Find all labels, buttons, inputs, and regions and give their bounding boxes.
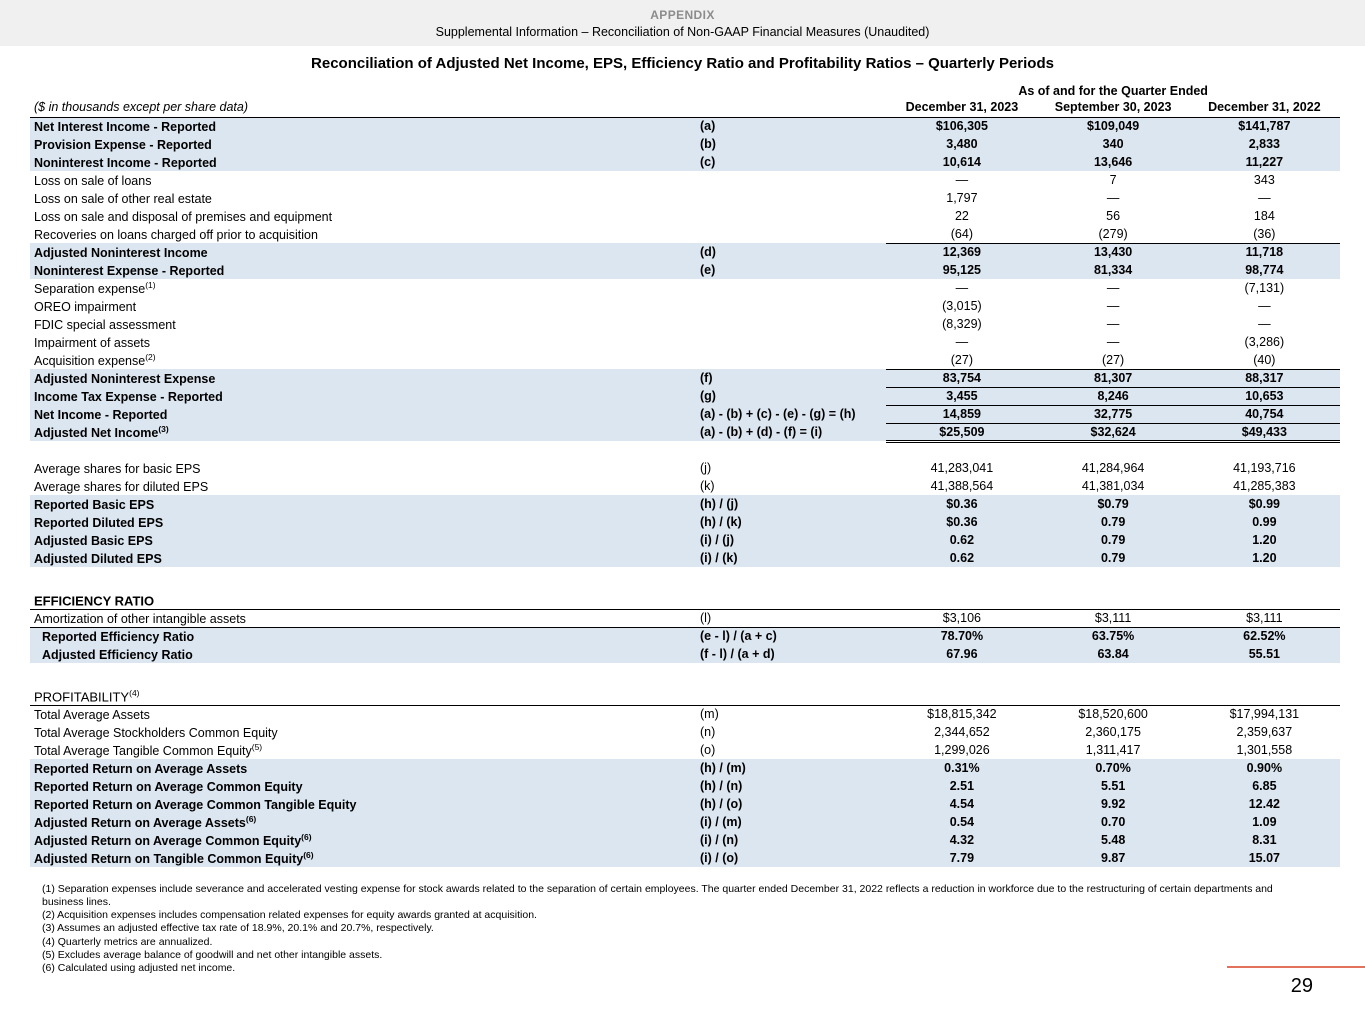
row-value: — [955,281,969,295]
row-value: 40,754 [1189,405,1340,423]
row-code: (h) / (k) [700,515,742,529]
row-value: 41,193,716 [1233,461,1296,475]
row-label: Recoveries on loans charged off prior to acquisition [34,228,318,243]
row-label: Reported Return on Average Assets [34,762,248,777]
row-value [1038,585,1189,609]
row-value: (64) [886,225,1037,243]
row-label: Loss on sale of other real estate [34,192,212,207]
table-row [30,549,1340,567]
row-code: (i) / (j) [700,533,735,547]
financial-table [30,80,1340,867]
row-code [696,171,886,189]
row-code: (a) [700,119,716,134]
table-row [30,759,1340,777]
table-row [30,813,1340,831]
table-row [30,627,1340,645]
row-label: Adjusted Noninterest Income [34,246,208,261]
row-value: 10,653 [1189,387,1340,405]
row-value: 32,775 [1038,405,1189,423]
row-value: 81,334 [1093,263,1133,277]
row-value: 56 [1106,209,1121,223]
row-value: (27) [1038,351,1189,369]
row-footnote-ref: (3) [158,423,169,434]
row-label: Adjusted Basic EPS [34,534,153,549]
row-code: (e - l) / (a + c) [700,629,777,644]
row-value: $109,049 [1087,119,1140,134]
row-code: (a) - (b) + (c) - (e) - (g) = (h) [700,407,856,421]
row-label: Separation expense [34,282,146,297]
table-row [30,261,1340,279]
row-value: 67.96 [946,647,978,661]
row-label: Noninterest Expense - Reported [34,264,225,279]
table-row [30,567,1340,585]
footnote: (1) Separation expenses include severance and accelerated vesting expense for stock awards related to the separation of certain employees. The quarter ended December 31, 2022 reflects a reduction in workforce due to the restructuring of certain departments and business lines. [42,883,1273,909]
table-row [30,315,1340,333]
row-value: (40) [1189,351,1340,369]
row-value: — [1106,299,1120,313]
row-code [696,315,886,333]
row-code: (j) [700,461,712,475]
row-label: EFFICIENCY RATIO [34,593,155,609]
row-code [696,297,886,315]
row-value: $0.99 [1248,497,1280,511]
row-value: 2,360,175 [1085,725,1141,739]
table-group-header-row [30,80,1340,98]
row-value [1189,663,1340,681]
table-row [30,645,1340,663]
header-subtitle: Supplemental Information – Reconciliation of Non-GAAP Financial Measures (Unaudited) [435,25,930,39]
row-value: 2.51 [949,779,975,793]
row-code: (i) / (k) [700,551,738,565]
row-label: Reported Efficiency Ratio [42,630,195,645]
row-code: (h) / (o) [700,797,743,811]
row-value: 1,301,558 [1236,743,1293,757]
row-value: 2,833 [1248,137,1280,151]
row-value: — [955,173,969,187]
row-value [1038,567,1189,585]
row-value: $141,787 [1238,119,1291,134]
table-row [30,189,1340,207]
row-label: Reported Return on Average Common Equity [34,780,303,795]
row-value: $106,305 [935,119,988,134]
row-value: (3,286) [1244,335,1285,349]
row-code: (h) / (n) [700,779,743,793]
row-value: 1,299,026 [934,743,990,757]
row-value [1189,567,1340,585]
row-value: 6.85 [1252,779,1277,793]
row-value: (27) [886,351,1037,369]
row-code: (a) - (b) + (d) - (f) = (i) [700,425,823,439]
row-footnote-ref: (1) [145,279,156,290]
row-label: PROFITABILITY [34,689,130,705]
row-value: 5.48 [1100,833,1126,847]
row-value: 13,430 [1093,245,1133,260]
row-value: 12,369 [942,245,981,260]
row-value: 0.90% [1246,761,1283,775]
footnote: (6) Calculated using adjusted net income. [42,961,236,974]
row-value: 41,283,041 [930,461,994,475]
row-code [696,351,886,369]
row-value: $0.79 [1097,497,1129,511]
row-label: Adjusted Noninterest Expense [34,372,216,387]
row-footnote-ref: (2) [145,351,156,362]
row-value: 7.79 [949,851,975,865]
row-value: 2,359,637 [1236,725,1293,739]
row-value: 83,754 [886,369,1037,387]
table-row [30,723,1340,741]
row-label: Reported Return on Average Common Tangible Equity [34,798,357,813]
row-code: (d) [700,245,716,259]
table-row [30,609,1340,627]
row-value: 81,307 [1038,369,1189,387]
table-row [30,459,1340,477]
row-footnote-ref: (6) [301,831,312,842]
footnote: (4) Quarterly metrics are annualized. [42,935,213,948]
page-number: 29 [1290,975,1313,997]
row-value: 2,344,652 [934,725,990,739]
table-row [30,495,1340,513]
row-footnote-ref: (6) [245,813,257,824]
table-row [30,663,1340,681]
row-value: $18,520,600 [1078,707,1148,722]
row-footnote-ref: (4) [129,688,140,699]
row-code: (i) / (o) [700,851,739,865]
table-row [30,741,1340,759]
row-label: Total Average Stockholders Common Equity [34,726,278,741]
appendix-label: APPENDIX [650,8,715,22]
row-value: $3,111 [1038,609,1189,627]
row-value [886,681,1037,705]
table-row [30,405,1340,423]
row-value: $49,433 [1189,423,1340,441]
row-value: — [955,335,969,349]
row-label: Adjusted Diluted EPS [34,552,162,567]
row-value: 41,285,383 [1233,479,1296,493]
table-row [30,333,1340,351]
row-value: 4.32 [949,833,975,847]
row-value: 0.70% [1095,761,1131,775]
row-code [696,189,886,207]
row-label: Adjusted Efficiency Ratio [42,648,193,663]
footnote: (5) Excludes average balance of goodwill and net other intangible assets. [42,948,383,961]
row-value: 0.62 [949,533,975,547]
row-value: 0.62 [949,551,975,565]
row-value: 41,284,964 [1081,461,1145,475]
row-value: 0.79 [1100,515,1126,529]
row-value [886,585,1037,609]
row-code: (b) [700,137,716,151]
row-value: (36) [1189,225,1340,243]
table-column-header-row [30,98,1340,117]
row-footnote-ref: (5) [251,741,263,752]
table-row [30,831,1340,849]
row-code: (h) / (j) [700,497,739,511]
table-body [30,117,1340,867]
row-value: 12.42 [1248,797,1280,811]
row-code [696,663,886,681]
header-band [0,0,1365,46]
row-code: (c) [700,155,716,169]
row-value: 0.99 [1252,515,1277,529]
row-value: $17,994,131 [1229,707,1300,722]
row-code: (f) [700,371,713,385]
row-code: (i) / (n) [700,833,739,847]
row-code: (o) [700,743,716,757]
row-value: 41,381,034 [1081,479,1145,493]
row-label: Acquisition expense [34,354,146,369]
row-value: 8,246 [1038,387,1189,405]
row-code [696,585,886,609]
row-value: 343 [1253,173,1275,187]
row-value: $3,106 [886,609,1037,627]
row-label: Average shares for basic EPS [34,462,201,477]
row-value [886,441,1037,459]
table-row [30,705,1340,723]
row-value: 8.31 [1252,833,1277,847]
table-row [30,243,1340,261]
row-value: (279) [1038,225,1189,243]
row-label: Adjusted Net Income [34,426,159,441]
table-row [30,531,1340,549]
row-code: (f - l) / (a + d) [700,647,775,661]
row-value: — [1258,191,1271,205]
row-value: $0.36 [946,515,978,529]
row-label: Income Tax Expense - Reported [34,390,223,405]
column-header-sep-30-2023: September 30, 2023 [1038,98,1189,117]
row-value: (7,131) [1244,281,1285,295]
table-row [30,387,1340,405]
row-value: $32,624 [1038,423,1189,441]
row-label: Loss on sale of loans [34,174,152,189]
row-label: Reported Diluted EPS [34,516,164,531]
row-code: (i) / (m) [700,815,742,829]
row-footnote-ref: (6) [303,849,314,860]
row-value: 15.07 [1248,851,1280,865]
row-value: 41,388,564 [930,479,994,493]
row-label: Adjusted Return on Average Assets [34,816,246,831]
row-code: (h) / (m) [700,761,746,775]
row-value: $25,509 [886,423,1037,441]
row-value: 1,311,417 [1085,743,1141,757]
row-value [1038,441,1189,459]
row-value: 0.31% [944,761,980,775]
table-row [30,297,1340,315]
row-value: 1,797 [946,191,978,205]
row-label: Loss on sale and disposal of premises and equipment [34,210,333,225]
footnote: (3) Assumes an adjusted effective tax rate of 18.9%, 20.1% and 20.7%, respectively. [42,922,434,935]
row-value: 3,480 [946,137,978,151]
row-code [696,333,886,351]
row-label: FDIC special assessment [34,318,176,333]
table-row [30,369,1340,387]
row-label: Total Average Assets [34,708,150,723]
row-value: 95,125 [942,263,981,277]
table-row [30,351,1340,369]
row-value: 1.20 [1252,551,1277,565]
row-value: 7 [1109,173,1117,187]
row-value: 88,317 [1189,369,1340,387]
row-value [1038,681,1189,705]
row-value: 3,455 [886,387,1037,405]
row-value: 0.54 [949,815,975,829]
row-label: Provision Expense - Reported [34,138,212,153]
row-value: 11,227 [1245,155,1284,169]
row-value: 13,646 [1093,155,1133,169]
row-value: 63.84 [1097,647,1129,661]
row-value [1189,681,1340,705]
row-value: (3,015) [942,299,982,313]
page-number-rule [1227,966,1365,968]
row-value [1189,585,1340,609]
row-value: 0.70 [1100,815,1126,829]
row-label: Average shares for diluted EPS [34,480,209,495]
row-value: 5.51 [1100,779,1126,793]
row-value: — [1106,191,1120,205]
row-label: Net Income - Reported [34,408,168,423]
table-row [30,777,1340,795]
row-code: (g) [700,389,716,403]
row-value [1038,663,1189,681]
table-row [30,135,1340,153]
table-row [30,225,1340,243]
row-value: 1.09 [1252,815,1277,829]
page-title: Reconciliation of Adjusted Net Income, EPS, Efficiency Ratio and Profitability Ratios – Quarterly Periods [311,55,1054,72]
row-code: (m) [700,707,719,722]
footnotes [42,883,1292,975]
row-label: Noninterest Income - Reported [34,156,217,171]
row-code: (e) [700,263,716,277]
row-code [696,681,886,705]
row-value: 62.52% [1243,629,1286,644]
table-row [30,681,1340,705]
row-value: — [1258,317,1271,331]
row-value: $3,111 [1189,609,1340,627]
column-header-dec-31-2023: December 31, 2023 [886,98,1037,117]
row-value: 22 [954,209,969,223]
table-row [30,585,1340,609]
row-label: Adjusted Return on Tangible Common Equity [34,852,304,867]
table-row [30,153,1340,171]
row-value: $0.36 [946,497,978,511]
row-code [696,567,886,585]
row-value: $18,815,342 [927,707,997,722]
row-value: 340 [1102,137,1124,151]
row-value: 14,859 [886,405,1037,423]
row-label: Net Interest Income - Reported [34,120,216,135]
row-value [886,567,1037,585]
table-row [30,207,1340,225]
row-label: Impairment of assets [34,336,151,351]
units-caption: ($ in thousands except per share data) [30,98,886,117]
row-value: — [1106,335,1120,349]
row-value: 0.79 [1100,551,1126,565]
row-value: 0.79 [1100,533,1126,547]
row-value: 1.20 [1252,533,1277,547]
row-label: Amortization of other intangible assets [34,612,246,627]
row-value: 4.54 [949,797,975,811]
row-value: (8,329) [942,317,982,331]
row-label: OREO impairment [34,300,137,315]
row-label: Adjusted Return on Average Common Equity [34,834,302,849]
row-label: Reported Basic EPS [34,498,155,513]
table-row [30,795,1340,813]
row-value: 11,718 [1245,245,1284,260]
table-row [30,513,1340,531]
column-header-dec-31-2022: December 31, 2022 [1189,98,1340,117]
row-value: — [1106,317,1120,331]
table-row [30,279,1340,297]
row-code [696,207,886,225]
row-value: 10,614 [942,155,981,169]
table-row [30,477,1340,495]
table-row [30,441,1340,459]
row-value [1189,441,1340,459]
row-code: (l) [696,609,886,627]
row-value: 98,774 [1245,263,1284,277]
row-value: — [1258,299,1271,313]
row-value: — [1106,281,1120,295]
row-value: 55.51 [1248,647,1280,661]
row-code: (k) [700,479,715,493]
row-value: 9.92 [1100,797,1126,811]
footnote: (2) Acquisition expenses includes compensation related expenses for equity awards granted at acquisition. [42,909,537,922]
row-label: Total Average Tangible Common Equity [34,744,252,759]
table-row [30,849,1340,867]
row-value: 78.70% [940,629,984,644]
row-value: 9.87 [1100,851,1126,865]
row-code [696,441,886,459]
row-code: (n) [700,725,716,739]
row-value: 63.75% [1091,629,1135,644]
table-row [30,117,1340,135]
table-row [30,423,1340,441]
table-row [30,171,1340,189]
row-value [886,663,1037,681]
row-code [696,225,886,243]
row-code [696,279,886,297]
quarter-ended-header: As of and for the Quarter Ended [1018,84,1208,98]
row-value: 184 [1253,209,1275,223]
